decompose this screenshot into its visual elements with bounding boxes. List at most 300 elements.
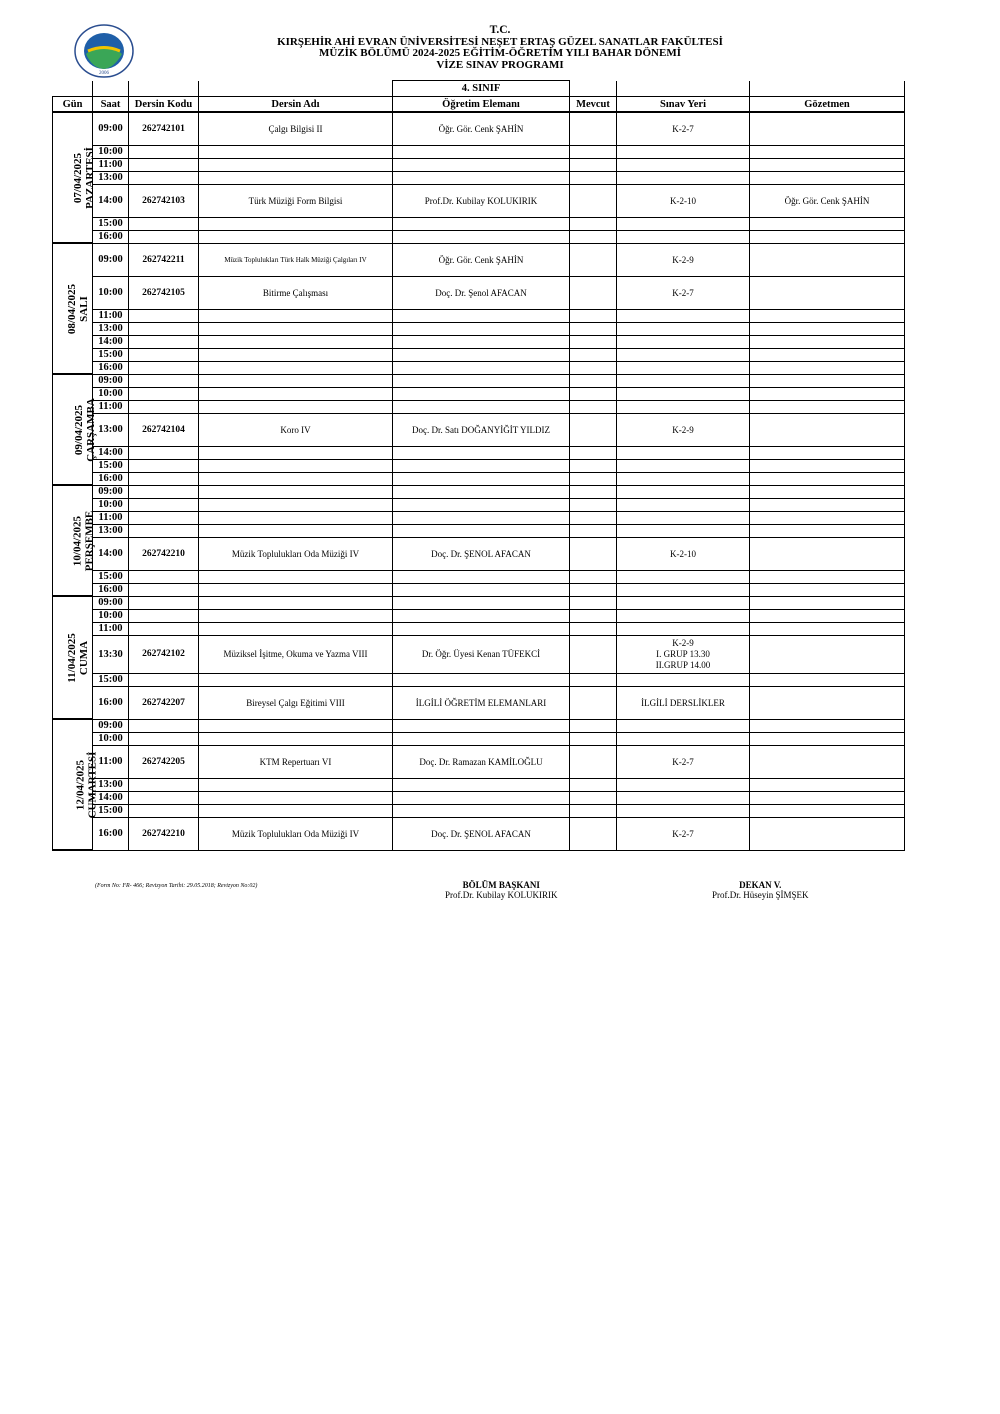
schedule-row: [53, 745, 905, 778]
invigilator-cell: [750, 596, 905, 609]
instructor-cell: [393, 158, 570, 171]
time-cell: 13:00: [93, 524, 129, 537]
course-code-cell: [129, 719, 199, 732]
exam-room-cell: [617, 387, 750, 400]
invigilator-cell: [750, 361, 905, 374]
invigilator-cell: [750, 817, 905, 850]
course-code-cell: [129, 622, 199, 635]
course-code-cell: [129, 230, 199, 243]
day-label: [66, 633, 90, 683]
invigilator-cell: [750, 791, 905, 804]
course-code-cell: [129, 570, 199, 583]
time-cell: 09:00: [93, 719, 129, 732]
exam-room-cell: K-2-7: [617, 745, 750, 778]
time-cell: 09:00: [93, 485, 129, 498]
exam-room-cell: K-2-7: [617, 817, 750, 850]
time-cell: 14:00: [93, 537, 129, 570]
time-cell: 11:00: [93, 511, 129, 524]
schedule-row: [53, 498, 905, 511]
time-cell: 09:00: [93, 112, 129, 145]
exam-room-cell: [617, 217, 750, 230]
exam-room-cell: K-2-10: [617, 184, 750, 217]
instructor-cell: [393, 596, 570, 609]
time-cell: 14:00: [93, 791, 129, 804]
day-cell: [53, 243, 93, 374]
course-code-cell: 262742104: [129, 413, 199, 446]
instructor-cell: Öğr. Gör. Cenk ŞAHİN: [393, 112, 570, 145]
enrollment-cell: [570, 230, 617, 243]
invigilator-cell: [750, 276, 905, 309]
time-cell: 16:00: [93, 583, 129, 596]
course-name-cell: [199, 719, 393, 732]
course-name-cell: [199, 673, 393, 686]
enrollment-cell: [570, 158, 617, 171]
instructor-cell: Doç. Dr. Ramazan KAMİLOĞLU: [393, 745, 570, 778]
header-line-university: KIRŞEHİR AHİ EVRAN ÜNİVERSİTESİ NEŞET ERTAŞ GÜZEL SANATLAR FAKÜLTESİ: [277, 35, 723, 48]
exam-room-cell: [617, 230, 750, 243]
course-name-cell: [199, 387, 393, 400]
invigilator-cell: [750, 413, 905, 446]
day-label-line: 10/04/2025: [71, 515, 84, 566]
course-name-cell: [199, 361, 393, 374]
course-code-cell: 262742102: [129, 635, 199, 673]
exam-room-cell: K-2-10: [617, 537, 750, 570]
enrollment-cell: [570, 583, 617, 596]
schedule-row: [53, 309, 905, 322]
invigilator-cell: [750, 673, 905, 686]
instructor-cell: [393, 732, 570, 745]
department-head-signature: [445, 880, 558, 900]
exam-room-line: II.GRUP 14.00: [655, 659, 711, 670]
exam-room-cell: K-2-9: [617, 413, 750, 446]
course-code-cell: 262742103: [129, 184, 199, 217]
enrollment-cell: [570, 511, 617, 524]
course-code-cell: [129, 374, 199, 387]
course-code-cell: [129, 472, 199, 485]
exam-room-cell: [617, 673, 750, 686]
time-cell: 09:00: [93, 374, 129, 387]
exam-room-cell: [617, 719, 750, 732]
schedule-row: [53, 511, 905, 524]
exam-room-cell: İLGİLİ DERSLİKLER: [617, 686, 750, 719]
invigilator-cell: [750, 446, 905, 459]
blank-cell: [53, 81, 93, 97]
instructor-cell: Dr. Öğr. Üyesi Kenan TÜFEKCİ: [393, 635, 570, 673]
schedule-row: [53, 609, 905, 622]
exam-room-cell: [617, 791, 750, 804]
schedule-row: [53, 524, 905, 537]
time-cell: 11:00: [93, 622, 129, 635]
enrollment-cell: [570, 184, 617, 217]
time-cell: 11:00: [93, 309, 129, 322]
invigilator-cell: [750, 309, 905, 322]
invigilator-cell: [750, 472, 905, 485]
time-cell: 11:00: [93, 158, 129, 171]
header-line-tc: T.C.: [489, 24, 511, 36]
day-label-line: 08/04/2025: [66, 283, 79, 334]
course-name-cell: [199, 524, 393, 537]
enrollment-cell: [570, 145, 617, 158]
course-name-cell: Çalgı Bilgisi II: [199, 112, 393, 145]
invigilator-cell: [750, 230, 905, 243]
schedule-row: [53, 732, 905, 745]
schedule-row: [53, 184, 905, 217]
instructor-cell: [393, 217, 570, 230]
invigilator-cell: [750, 217, 905, 230]
exam-room-cell: [617, 511, 750, 524]
course-code-cell: 262742210: [129, 817, 199, 850]
day-label: [66, 283, 90, 333]
time-cell: 15:00: [93, 570, 129, 583]
invigilator-cell: [750, 387, 905, 400]
course-name-cell: KTM Repertuarı VI: [199, 745, 393, 778]
course-code-cell: [129, 485, 199, 498]
course-name-cell: [199, 732, 393, 745]
invigilator-cell: [750, 459, 905, 472]
course-code-cell: [129, 361, 199, 374]
instructor-cell: [393, 570, 570, 583]
enrollment-cell: [570, 673, 617, 686]
course-name-cell: [199, 400, 393, 413]
time-cell: 16:00: [93, 472, 129, 485]
invigilator-cell: [750, 145, 905, 158]
time-cell: 16:00: [93, 361, 129, 374]
time-cell: 13:00: [93, 171, 129, 184]
day-label: [72, 147, 96, 209]
course-name-cell: [199, 622, 393, 635]
form-number: (Form No: FR- 466; Revizyon Tarihi: 29.05.2018; Revizyon No:02): [95, 883, 258, 889]
time-cell: 15:00: [93, 217, 129, 230]
exam-room-cell: [617, 570, 750, 583]
course-name-cell: Müzik Toplulukları Oda Müziği IV: [199, 537, 393, 570]
enrollment-cell: [570, 485, 617, 498]
time-cell: 11:00: [93, 745, 129, 778]
enrollment-cell: [570, 459, 617, 472]
course-name-cell: [199, 446, 393, 459]
instructor-cell: İLGİLİ ÖĞRETİM ELEMANLARI: [393, 686, 570, 719]
invigilator-cell: [750, 400, 905, 413]
invigilator-cell: [750, 635, 905, 673]
instructor-cell: [393, 622, 570, 635]
schedule-row: [53, 622, 905, 635]
day-cell: [53, 485, 96, 596]
day-label-line: 07/04/2025: [71, 152, 84, 203]
exam-room-cell: [617, 459, 750, 472]
schedule-row: [53, 413, 905, 446]
course-name-cell: [199, 171, 393, 184]
blank-cell: [750, 81, 905, 97]
blank-cell: [93, 81, 129, 97]
exam-room-cell: [617, 778, 750, 791]
enrollment-cell: [570, 732, 617, 745]
time-cell: 10:00: [93, 145, 129, 158]
day-label-line: ÇARŞAMBA: [84, 397, 97, 462]
exam-room-cell: [617, 309, 750, 322]
exam-room-cell: [617, 596, 750, 609]
exam-room-cell: [617, 322, 750, 335]
exam-room-cell: K-2-7: [617, 276, 750, 309]
schedule-row: [53, 348, 905, 361]
enrollment-cell: [570, 446, 617, 459]
day-label: [74, 751, 98, 818]
time-cell: 16:00: [93, 817, 129, 850]
day-label-line: SALI: [78, 295, 91, 322]
schedule-row: [53, 217, 905, 230]
column-header: Sınav Yeri: [617, 97, 750, 113]
time-cell: 14:00: [93, 446, 129, 459]
invigilator-cell: [750, 719, 905, 732]
instructor-cell: Doç. Dr. ŞENOL AFACAN: [393, 537, 570, 570]
invigilator-cell: [750, 537, 905, 570]
schedule-row: [53, 322, 905, 335]
course-name-cell: Müziksel İşitme, Okuma ve Yazma VIII: [199, 635, 393, 673]
instructor-cell: [393, 524, 570, 537]
time-cell: 10:00: [93, 732, 129, 745]
course-code-cell: [129, 446, 199, 459]
course-code-cell: [129, 804, 199, 817]
course-name-cell: [199, 217, 393, 230]
schedule-row: [53, 804, 905, 817]
time-cell: 10:00: [93, 276, 129, 309]
time-cell: 14:00: [93, 335, 129, 348]
column-header: Mevcut: [570, 97, 617, 113]
svg-text:2006: 2006: [99, 71, 109, 76]
day-cell: [53, 596, 93, 719]
enrollment-cell: [570, 348, 617, 361]
instructor-cell: [393, 791, 570, 804]
document-header: [0, 25, 1000, 71]
enrollment-cell: [570, 524, 617, 537]
dean-signature: [712, 880, 809, 900]
course-name-cell: [199, 511, 393, 524]
instructor-cell: [393, 322, 570, 335]
instructor-cell: Doç. Dr. ŞENOL AFACAN: [393, 817, 570, 850]
exam-room-cell: [617, 335, 750, 348]
invigilator-cell: [750, 335, 905, 348]
instructor-cell: [393, 374, 570, 387]
instructor-cell: [393, 498, 570, 511]
exam-room-cell: [617, 158, 750, 171]
time-cell: 15:00: [93, 673, 129, 686]
course-code-cell: [129, 322, 199, 335]
instructor-cell: [393, 309, 570, 322]
course-name-cell: [199, 583, 393, 596]
exam-room-cell: [617, 583, 750, 596]
exam-room-cell: [617, 472, 750, 485]
enrollment-cell: [570, 217, 617, 230]
schedule-row: [53, 472, 905, 485]
time-cell: 15:00: [93, 348, 129, 361]
enrollment-cell: [570, 817, 617, 850]
blank-cell: [617, 81, 750, 97]
course-code-cell: [129, 459, 199, 472]
invigilator-cell: [750, 583, 905, 596]
course-name-cell: [199, 791, 393, 804]
schedule-row: [53, 446, 905, 459]
exam-room-line: K-2-9: [672, 637, 694, 648]
time-cell: 09:00: [93, 596, 129, 609]
instructor-cell: [393, 348, 570, 361]
enrollment-cell: [570, 276, 617, 309]
exam-room-cell: [617, 804, 750, 817]
course-code-cell: [129, 732, 199, 745]
course-name-cell: [199, 485, 393, 498]
course-code-cell: [129, 583, 199, 596]
course-name-cell: Koro IV: [199, 413, 393, 446]
class-label-row: [53, 81, 905, 97]
course-name-cell: [199, 472, 393, 485]
course-code-cell: [129, 335, 199, 348]
course-code-cell: 262742101: [129, 112, 199, 145]
course-code-cell: [129, 309, 199, 322]
course-code-cell: [129, 217, 199, 230]
instructor-cell: [393, 145, 570, 158]
course-name-cell: [199, 570, 393, 583]
invigilator-cell: [750, 804, 905, 817]
instructor-cell: [393, 171, 570, 184]
schedule-row: [53, 673, 905, 686]
invigilator-cell: [750, 622, 905, 635]
time-cell: 16:00: [93, 686, 129, 719]
schedule-row: [53, 335, 905, 348]
day-label-line: 11/04/2025: [65, 632, 78, 683]
time-cell: 16:00: [93, 230, 129, 243]
time-cell: 13:00: [93, 413, 129, 446]
enrollment-cell: [570, 537, 617, 570]
course-name-cell: [199, 335, 393, 348]
exam-room-cell: [617, 361, 750, 374]
schedule-row: [53, 158, 905, 171]
time-cell: 11:00: [93, 400, 129, 413]
course-code-cell: [129, 596, 199, 609]
course-code-cell: 262742105: [129, 276, 199, 309]
course-code-cell: [129, 511, 199, 524]
instructor-cell: [393, 804, 570, 817]
instructor-cell: [393, 361, 570, 374]
time-cell: 13:30: [93, 635, 129, 673]
course-code-cell: [129, 778, 199, 791]
exam-room-cell: [617, 171, 750, 184]
instructor-cell: Doç. Dr. Satı DOĞANYİĞİT YILDIZ: [393, 413, 570, 446]
time-cell: 10:00: [93, 609, 129, 622]
day-cell: [53, 374, 97, 485]
invigilator-cell: [750, 686, 905, 719]
day-label: [71, 510, 95, 571]
day-cell: [53, 112, 96, 243]
schedule-row: [53, 459, 905, 472]
course-name-cell: Türk Müziği Form Bilgisi: [199, 184, 393, 217]
exam-room-cell: [617, 374, 750, 387]
dean-title: DEKAN V.: [739, 880, 782, 890]
instructor-cell: [393, 400, 570, 413]
time-cell: 10:00: [93, 498, 129, 511]
exam-room-cell: [617, 622, 750, 635]
instructor-cell: [393, 583, 570, 596]
schedule-row: [53, 596, 905, 609]
time-cell: 13:00: [93, 778, 129, 791]
enrollment-cell: [570, 387, 617, 400]
schedule-row: [53, 145, 905, 158]
course-name-cell: [199, 309, 393, 322]
instructor-cell: [393, 778, 570, 791]
instructor-cell: [393, 335, 570, 348]
time-cell: 15:00: [93, 459, 129, 472]
column-header: Gözetmen: [750, 97, 905, 113]
course-name-cell: [199, 145, 393, 158]
schedule-row: [53, 374, 905, 387]
course-code-cell: [129, 348, 199, 361]
course-code-cell: [129, 171, 199, 184]
schedule-row: [53, 276, 905, 309]
course-name-cell: [199, 778, 393, 791]
column-header: Saat: [93, 97, 129, 113]
schedule-row: [53, 719, 905, 732]
invigilator-cell: [750, 322, 905, 335]
time-cell: 09:00: [93, 243, 129, 276]
course-code-cell: [129, 145, 199, 158]
course-code-cell: 262742205: [129, 745, 199, 778]
enrollment-cell: [570, 804, 617, 817]
schedule-row: [53, 230, 905, 243]
schedule-row: [53, 583, 905, 596]
day-label-line: CUMA: [77, 640, 90, 675]
course-code-cell: [129, 609, 199, 622]
course-name-cell: [199, 498, 393, 511]
invigilator-cell: [750, 524, 905, 537]
day-cell: [53, 719, 99, 850]
exam-room-cell: [617, 524, 750, 537]
schedule-row: [53, 635, 905, 673]
course-name-cell: [199, 609, 393, 622]
course-name-cell: [199, 158, 393, 171]
invigilator-cell: [750, 778, 905, 791]
enrollment-cell: [570, 322, 617, 335]
enrollment-cell: [570, 622, 617, 635]
enrollment-cell: [570, 472, 617, 485]
schedule-row: [53, 171, 905, 184]
enrollment-cell: [570, 609, 617, 622]
exam-room-cell: [617, 498, 750, 511]
schedule-row: [53, 112, 905, 145]
instructor-cell: [393, 459, 570, 472]
enrollment-cell: [570, 361, 617, 374]
course-name-cell: Müzik Toplulukları Oda Müziği IV: [199, 817, 393, 850]
enrollment-cell: [570, 413, 617, 446]
dean-name: Prof.Dr. Hüseyin ŞİMŞEK: [712, 890, 809, 900]
invigilator-cell: [750, 348, 905, 361]
schedule-row: [53, 817, 905, 850]
course-code-cell: [129, 400, 199, 413]
invigilator-cell: [750, 498, 905, 511]
exam-room-cell: [617, 609, 750, 622]
class-label: 4. SINIF: [393, 81, 570, 97]
invigilator-cell: [750, 485, 905, 498]
blank-cell: [199, 81, 393, 97]
department-head-name: Prof.Dr. Kubilay KOLUKIRIK: [445, 890, 558, 900]
course-code-cell: [129, 158, 199, 171]
day-label-line: 12/04/2025: [74, 759, 87, 810]
exam-room-cell: [617, 485, 750, 498]
enrollment-cell: [570, 596, 617, 609]
invigilator-cell: [750, 112, 905, 145]
exam-room-cell: [617, 446, 750, 459]
enrollment-cell: [570, 112, 617, 145]
blank-cell: [129, 81, 199, 97]
time-cell: 13:00: [93, 322, 129, 335]
invigilator-cell: Öğr. Gör. Cenk ŞAHİN: [750, 184, 905, 217]
course-code-cell: [129, 387, 199, 400]
course-name-cell: [199, 230, 393, 243]
